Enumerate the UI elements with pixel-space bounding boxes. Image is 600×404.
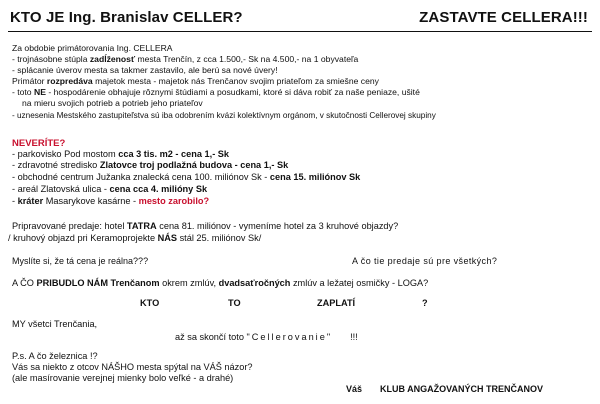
neverite-item-5 — [12, 196, 209, 207]
neverite-item-1-b: cca 3 tis. m2 - cena 1,- Sk — [118, 149, 230, 159]
planned-line-2 — [8, 233, 261, 244]
planned-line-2-b: NÁS — [157, 233, 178, 243]
intro-line-2-a: - trojnásobne stúpla — [12, 54, 90, 64]
neverite-item-3 — [12, 172, 360, 183]
gain-a: A ČO — [12, 278, 37, 288]
who-pays-question: ? — [422, 298, 428, 308]
header-right-title: ZASTAVTE CELLERA!!! — [419, 9, 588, 26]
gain-b: PRIBUDLO NÁM Trenčanom — [36, 278, 160, 288]
who-pays-kto: KTO — [140, 298, 160, 308]
neverite-item-5-b: kráter — [17, 196, 44, 206]
intro-line-4-c: majetok mesta - majetok nás Trenčanov svojim priateľom za smiešne ceny — [92, 76, 379, 86]
neverite-item-3-a: - obchodné centrum Južanka znalecká cena 100. miliónov Sk - — [12, 172, 270, 182]
signature-vas: Váš — [346, 384, 363, 394]
closing-line-2-c: !!! — [350, 332, 358, 342]
gain-d: dvadsaťročných — [218, 278, 291, 288]
neverite-heading: NEVERÍTE? — [12, 138, 66, 149]
planned-line-1-a: Pripravované predaje: hotel — [12, 221, 127, 231]
who-pays-zaplati: ZAPLATÍ — [317, 298, 356, 308]
neverite-item-1-a: - parkovisko Pod mostom — [12, 149, 119, 159]
neverite-item-4 — [12, 184, 207, 195]
gain-c: okrem zmlúv, — [159, 278, 219, 288]
closing-line-1: MY všetci Trenčania, — [12, 319, 98, 329]
intro-line-5-b: NE — [33, 87, 46, 97]
intro-line-2-c: mesta Trenčín, z cca 1.500,- Sk na 4.500,- na 1 obyvateľa — [135, 54, 359, 64]
intro-line-4 — [12, 76, 379, 87]
intro-line-4-b: rozpredáva — [46, 76, 93, 86]
neverite-item-1 — [12, 149, 229, 160]
neverite-item-4-b: cena cca 4. milióny Sk — [109, 184, 208, 194]
header-left-title: KTO JE Ing. Branislav CELLER? — [10, 9, 243, 26]
closing-line-2-b: "Cellerovanie" — [246, 332, 333, 342]
ps-line-3: (ale masírovanie verejnej mienky bolo veľké - a drahé) — [12, 373, 234, 383]
neverite-item-5-a: - — [12, 196, 18, 206]
planned-line-2-a: / kruhový objazd pri Keramoprojekte — [8, 233, 158, 243]
intro-line-5 — [12, 87, 420, 98]
header — [8, 7, 592, 32]
intro-line-4-a: Primátor — [12, 76, 47, 86]
who-pays-to: TO — [228, 298, 241, 308]
planned-line-1-b: TATRA — [126, 221, 157, 231]
neverite-item-4-a: - areál Zlatovská ulica - — [12, 184, 110, 194]
planned-line-1 — [12, 221, 398, 232]
gain-line — [12, 278, 428, 289]
neverite-item-2 — [12, 160, 288, 171]
neverite-item-2-b: Zlatovce troj podlažná budova - cena 1,- Sk — [99, 160, 289, 170]
intro-line-6: na mieru svojich potrieb a potrieb jeho priateľov — [22, 98, 203, 108]
ps-line-2: Vás sa niekto z otcov NÁŠHO mesta spýtal na VÁŠ názor? — [12, 362, 253, 372]
question-1: Myslíte si, že tá cena je reálna??? — [12, 256, 149, 266]
question-2: A čo tie predaje sú pre všetkých? — [352, 256, 498, 266]
intro-line-3: - splácanie úverov mesta sa takmer zastavilo, ale berú sa nové úvery! — [12, 65, 278, 75]
neverite-item-3-b: cena 15. miliónov Sk — [269, 172, 361, 182]
closing-line-2 — [175, 332, 358, 343]
planned-line-2-c: stál 25. miliónov Sk/ — [177, 233, 262, 243]
neverite-item-5-c: Masarykove kasárne - — [43, 196, 139, 206]
signature-club: KLUB ANGAŽOVANÝCH TRENČANOV — [380, 384, 543, 394]
neverite-item-5-d: mesto zarobilo? — [138, 196, 210, 206]
intro-line-5-c: - hospodárenie obhajuje rôznymi štúdiami a posudkami, ktoré si dáva robiť za naše peniaze, ušité — [45, 87, 420, 97]
intro-line-2-b: zadĺženosť — [89, 54, 136, 64]
gain-e: zmlúv a ležatej osmičky - LOGA? — [290, 278, 429, 288]
intro-line-7: - uznesenia Mestského zastupiteľstva sú iba odobrením kvázi kolektívnym orgánom, v skutočnosti Cellerovej skupiny — [12, 111, 436, 120]
intro-line-5-a: - toto — [12, 87, 34, 97]
intro-line-2 — [12, 54, 358, 65]
ps-line-1: P.s. A čo železnica !? — [12, 351, 98, 361]
neverite-item-2-a: - zdravotné stredisko — [12, 160, 100, 170]
planned-line-1-c: cena 81. miliónov - vymeníme hotel za 3 kruhové objazdy? — [156, 221, 399, 231]
closing-line-2-a: až sa skončí toto — [175, 332, 247, 342]
intro-line-1: Za obdobie primátorovania Ing. CELLERA — [12, 43, 173, 53]
